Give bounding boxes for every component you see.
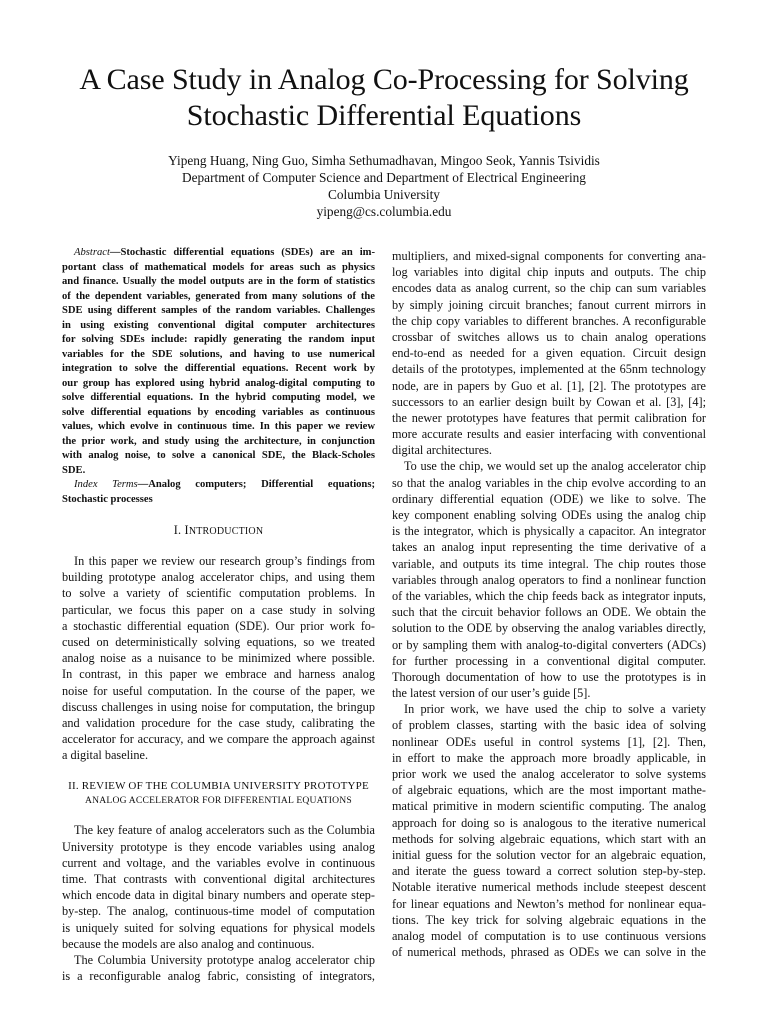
abstract-line: SDE using different samples of the random variables. Challenges <box>62 305 375 316</box>
text-line: multipliers, and mixed-signal components for converting ana- <box>392 249 706 263</box>
text-line: In prior work, we have used the chip to solve a variety <box>404 702 706 717</box>
section-heading-introduction <box>62 523 375 539</box>
text-span: NTRODUCTION <box>188 526 264 537</box>
text-line: the newer prototypes have features that permit calibration for <box>392 410 706 425</box>
abstract-line: the prior work, and study using the architecture, in conjunction <box>62 435 375 447</box>
text-line: initial guess for the solution vector for an algebraic equation, <box>392 847 706 862</box>
text-span: II. REVIEW OF THE COLUMBIA UNIVERSITY PROTOTYPE <box>68 780 369 793</box>
abstract-line: in using existing conventional digital computer architectures <box>62 319 375 331</box>
text-line: solution to the ODE by observing the analog variables directly, <box>392 621 706 636</box>
text-span: I <box>184 523 189 537</box>
text-line: the latest version of our user’s guide [5]. <box>392 686 591 701</box>
text-line: in effort to make the approach more broadly applicable, in <box>392 750 706 765</box>
text-line: cused on deterministically solving equations, so we treated <box>62 634 375 649</box>
text-line: approach for doing so is analogous to the iterative numerical <box>392 815 706 830</box>
text-line: log variables into digital chip inputs and outputs. The chip <box>392 265 706 280</box>
text-line: prior work we used the analog accelerator to solve systems <box>392 767 706 781</box>
index-terms-line <box>62 478 375 493</box>
index-terms-line: Stochastic processes <box>62 493 153 505</box>
text-line: The Columbia University prototype analog accelerator chip <box>74 952 375 967</box>
text-line: of problem classes, starting with the basic idea of solving <box>392 718 706 733</box>
text-line: University prototype is they encode variables using analog <box>62 839 375 854</box>
text-line: is a reconfigurable analog fabric, consisting of integrators, <box>62 969 375 984</box>
text-line: end-to-end as needed for a given equation. Circuit design <box>392 346 706 361</box>
author-email: yipeng@cs.columbia.edu <box>316 204 452 219</box>
abstract-line: SDE. <box>62 464 86 476</box>
text-line: which encode data in digital binary numbers and operate step- <box>62 888 375 903</box>
text-line: Notable iterative numerical methods include steepest descent <box>392 880 706 895</box>
text-line: time. That contrasts with conventional digital architectures <box>62 872 375 886</box>
text-line: of numerical methods, phrased as ODEs we can solve in the <box>392 945 706 960</box>
text-line: for linear equations and Newton’s method for nonlinear equa- <box>392 896 706 911</box>
text-line: takes an analog input representing the time derivative of a <box>392 540 706 555</box>
text-line: discuss challenges in using noise for computation, the bringup <box>62 699 375 714</box>
body-paragraph <box>392 248 706 458</box>
text-span: I. <box>173 523 182 537</box>
text-line: particular, we focus this paper on a case study in solving <box>62 602 375 617</box>
abstract-line: with analog noise, to solve a canonical SDE, the Black-Scholes <box>62 450 375 461</box>
text-line: a stochastic differential equation (SDE). Our prior work fo- <box>62 618 375 633</box>
text-span: —Stochastic differential equations (SDEs) are an im- <box>109 247 375 258</box>
abstract-line <box>62 246 375 261</box>
text-line: Thorough documentation of how to use the prototypes is in <box>392 669 706 684</box>
text-line: To use the chip, we would set up the analog accelerator chip <box>404 459 706 474</box>
abstract-line: our group has explored using hybrid analog-digital computing to <box>62 377 375 389</box>
text-line: by-step. The analog, continuous-time model of computation <box>62 904 375 919</box>
text-line: encodes data as analog current, so the chip can sum variables <box>392 281 706 296</box>
abstract-line: for solving SDEs include: rapidly generating the random input <box>62 334 375 345</box>
title-line: Stochastic Differential Equations <box>186 99 582 132</box>
text-span: ANALOG ACCELERATOR FOR DIFFERENTIAL EQUATIONS <box>85 795 352 807</box>
title-line: A Case Study in Analog Co-Processing for Solving <box>79 63 689 96</box>
abstract-line: of the dependent variables, generated from many solutions of the <box>62 290 375 302</box>
abstract-line: and finance. Usually the model outputs are in the form of statistics <box>62 276 375 287</box>
text-line: for further processing in a conventional digital computer. <box>392 653 706 668</box>
text-line: key component enabling solving ODEs using the analog chip <box>392 508 706 522</box>
abstract-line: integration to solve the differential equations. Recent work by <box>62 363 375 374</box>
author-block <box>40 152 728 220</box>
body-paragraph <box>392 458 706 701</box>
text-line: crossbar of switches allows us to chain analog operations <box>392 329 706 344</box>
text-line: In contrast, in this paper we embrace and harness analog <box>62 667 375 682</box>
text-line: analog noise as a nuisance to be minimized where possible. <box>62 651 375 666</box>
text-line: variables through analog operators to find a nonlinear function <box>392 572 706 587</box>
right-column <box>392 248 706 960</box>
text-line: node, are in papers by Guo et al. [1], [2]. The prototypes are <box>392 378 706 393</box>
text-line: of the variables, which the chip feeds back as integrator inputs, <box>392 588 706 603</box>
abstract-line: solve differential equations. In the hybrid computing model, we <box>62 392 375 403</box>
text-line: or by sampling them with analog-to-digital converters (ADCs) <box>392 637 706 652</box>
text-line: to solve a variety of scientific computation problems. In <box>62 586 375 601</box>
author-names: Yipeng Huang, Ning Guo, Simha Sethumadhavan, Mingoo Seok, Yannis Tsividis <box>168 153 600 168</box>
abstract-line: portant class of mathematical models for areas such as physics <box>62 261 375 273</box>
body-paragraph <box>392 701 706 960</box>
text-line: such that the circuit behavior follows an ODE. We obtain the <box>392 605 706 620</box>
text-line: tions. The key trick for solving algebraic equations in the <box>392 912 706 927</box>
text-line: ordinary differential equation (ODE) we like to solve. The <box>392 491 706 506</box>
text-line: of algebraic equations, which are the most important mathe- <box>392 783 706 798</box>
text-line: is the integrator, which is physically a capacitor. An integrator <box>392 524 706 539</box>
introduction-paragraph <box>62 553 375 763</box>
text-line: accelerator for accuracy, and we compare the approach against <box>62 732 375 747</box>
text-line: more accurate results and easier interfacing with conventional <box>392 427 706 442</box>
text-line: and iterate the guess toward a correct solution step-by-step. <box>392 864 706 879</box>
review-paragraph <box>62 952 375 984</box>
text-line: so that the analog variables in the chip evolve according to an <box>392 475 706 490</box>
text-line: matical primitive in modern scientific computing. The analog <box>392 799 706 814</box>
text-line: The key feature of analog accelerators such as the Columbia <box>74 823 375 838</box>
text-line: variable, and outputs its time integral. The chip routes those <box>392 556 706 571</box>
abstract-line: variables for the SDE solutions, and having to use numerical <box>62 348 375 360</box>
text-line: the chip copy variables to different branches. A reconfigurable <box>392 313 706 328</box>
text-span: —Analog computers; Differential equations; <box>137 479 375 490</box>
left-column <box>62 246 375 984</box>
text-line: and validation procedure for the case study, calibrating the <box>62 715 375 730</box>
paper-title <box>40 62 728 134</box>
text-line: a digital baseline. <box>62 748 149 763</box>
text-line: successors to an earlier design built by Cowan et al. [3], [4]; <box>392 394 706 409</box>
text-line: building prototype analog accelerator chips, and using them <box>62 570 375 585</box>
affiliation-university: Columbia University <box>328 187 440 202</box>
abstract-label: Abstract <box>74 247 110 258</box>
text-line: details of the prototypes, implemented at the 65nm technology <box>392 362 706 377</box>
abstract <box>62 246 375 507</box>
text-line: analog model of computation is to use continuous versions <box>392 928 706 943</box>
review-paragraph <box>62 822 375 952</box>
affiliation-department: Department of Computer Science and Department of Electrical Engineering <box>182 170 586 185</box>
text-line: by simply joining circuit branches; fanout current mirrors in <box>392 297 706 312</box>
text-line: methods for solving algebraic equations, which start with an <box>392 831 706 846</box>
abstract-line: solve differential equations by encoding variables as continuous <box>62 406 375 418</box>
text-line: In this paper we review our research group’s findings from <box>74 554 375 568</box>
text-line: because the models are also analog and continuous. <box>62 936 315 951</box>
text-line: current and voltage, and the variables evolve in continuous <box>62 855 375 870</box>
text-line: nonlinear ODEs useful in control systems [1], [2]. Then, <box>392 734 706 749</box>
abstract-line: values, which evolve in continuous time. In this paper we review <box>62 421 375 432</box>
section-heading-review <box>62 779 375 808</box>
index-terms-label: Index Terms <box>74 479 138 490</box>
text-line: noise for useful computation. In the course of the paper, we <box>62 683 375 698</box>
text-line: digital architectures. <box>392 443 492 458</box>
text-line: is uniquely suited for solving equations for physical models <box>62 920 375 935</box>
